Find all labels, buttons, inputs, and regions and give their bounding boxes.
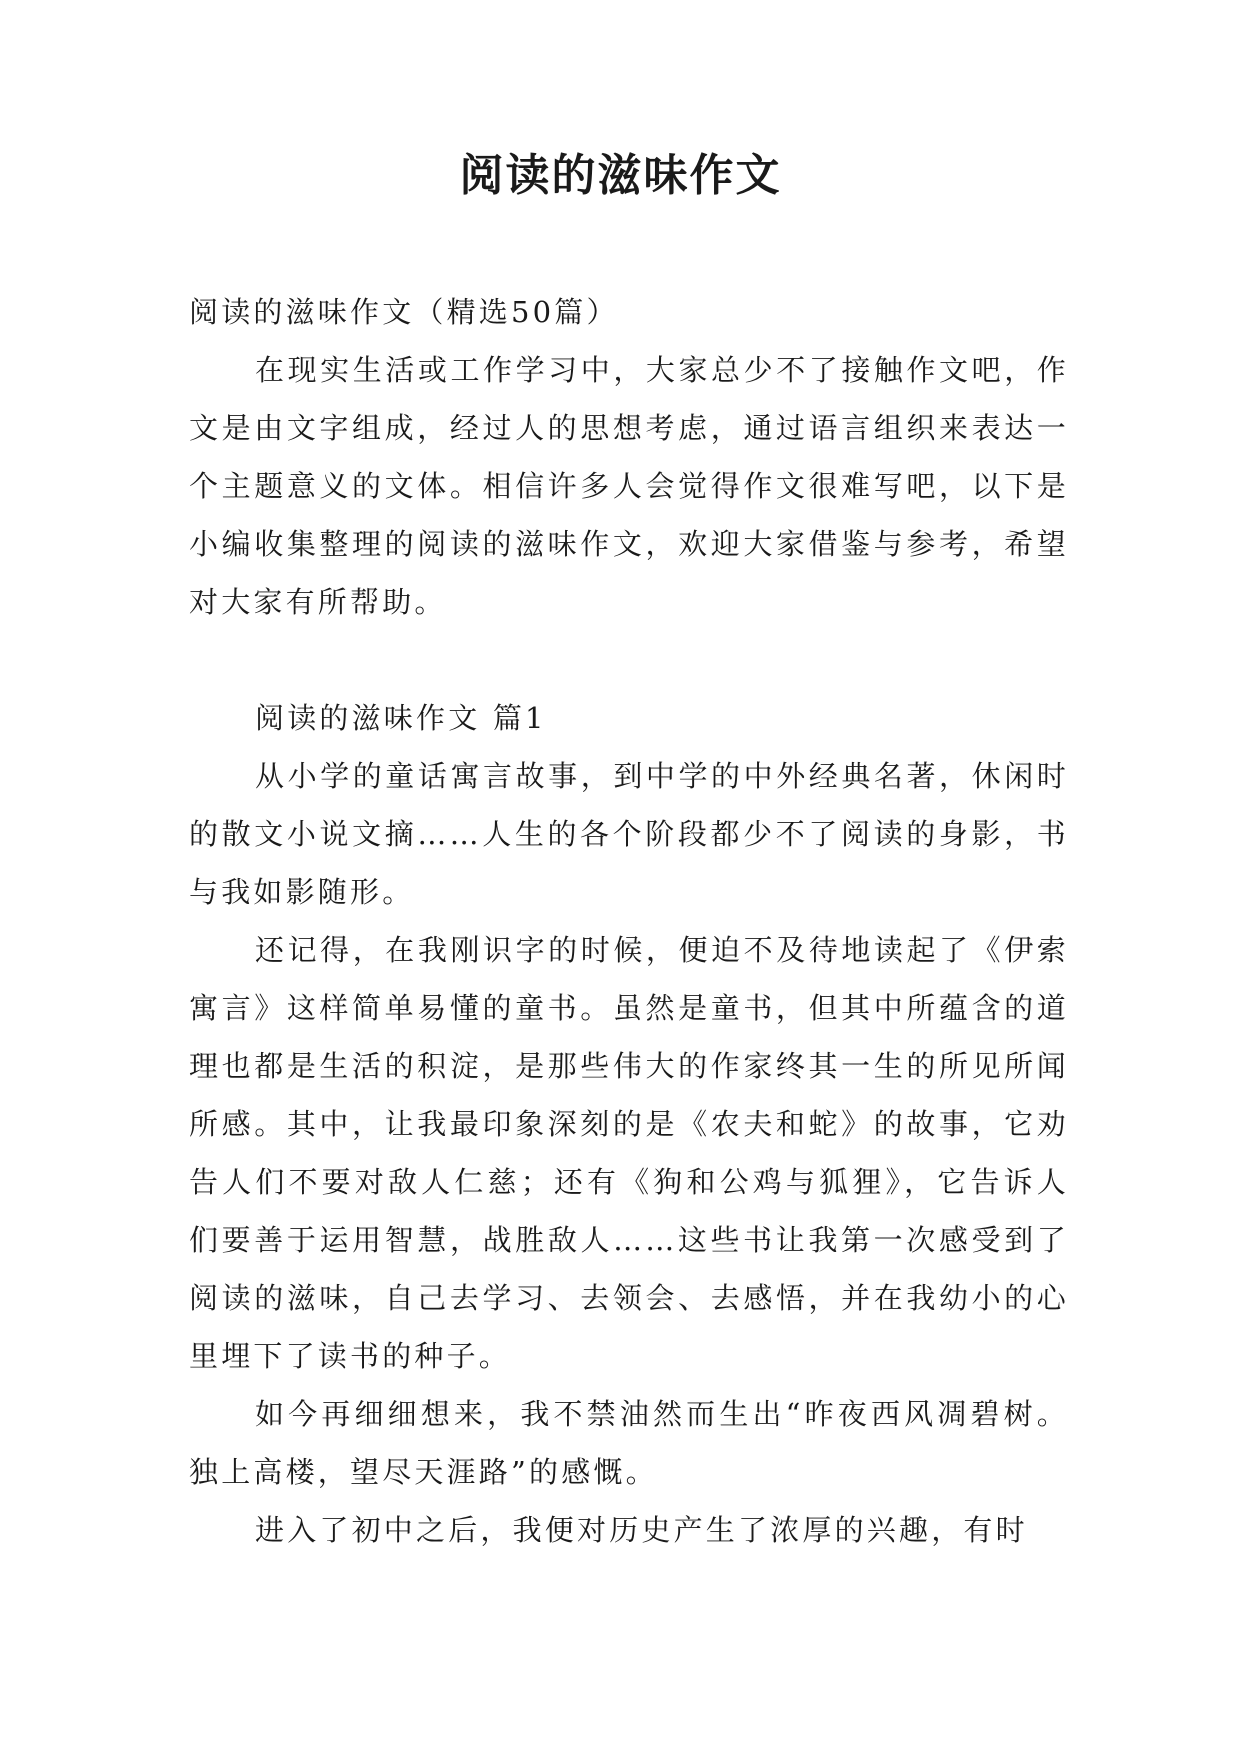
body-paragraph: 还记得，在我刚识字的时候，便迫不及待地读起了《伊索寓言》这样简单易懂的童书。虽然是童书，但其中所蕴含的道理也都是生活的积淀，是那些伟大的作家终其一生的所见所闻所感。其中，让我最印象深刻的是《农夫和蛇》的故事，它劝告人们不要对敌人仁慈；还有《狗和公鸡与狐狸》，它告诉人们要善于运用智慧，战胜敌人……这些书让我第一次感受到了阅读的滋味，自己去学习、去领会、去感悟，并在我幼小的心里埋下了读书的种子。	[189, 933, 1069, 1373]
intro-paragraph: 在现实生活或工作学习中，大家总少不了接触作文吧，作文是由文字组成，经过人的思想考虑，通过语言组织来表达一个主题意义的文体。相信许多人会觉得作文很难写吧，以下是小编收集整理的阅读的滋味作文，欢迎大家借鉴与参考，希望对大家有所帮助。	[189, 353, 1069, 619]
document-body	[189, 283, 1069, 1559]
body-paragraph: 如今再细细想来，我不禁油然而生出“昨夜西风凋碧树。独上高楼，望尽天涯路”的感慨。	[189, 1397, 1069, 1489]
body-paragraph: 进入了初中之后，我便对历史产生了浓厚的兴趣，有时	[255, 1513, 1028, 1547]
section-heading: 阅读的滋味作文 篇1	[255, 701, 547, 735]
document-subtitle: 阅读的滋味作文（精选50篇）	[189, 295, 619, 329]
document-title: 阅读的滋味作文	[459, 150, 782, 201]
body-paragraph: 从小学的童话寓言故事，到中学的中外经典名著，休闲时的散文小说文摘……人生的各个阶段都少不了阅读的身影，书与我如影随形。	[189, 759, 1069, 909]
